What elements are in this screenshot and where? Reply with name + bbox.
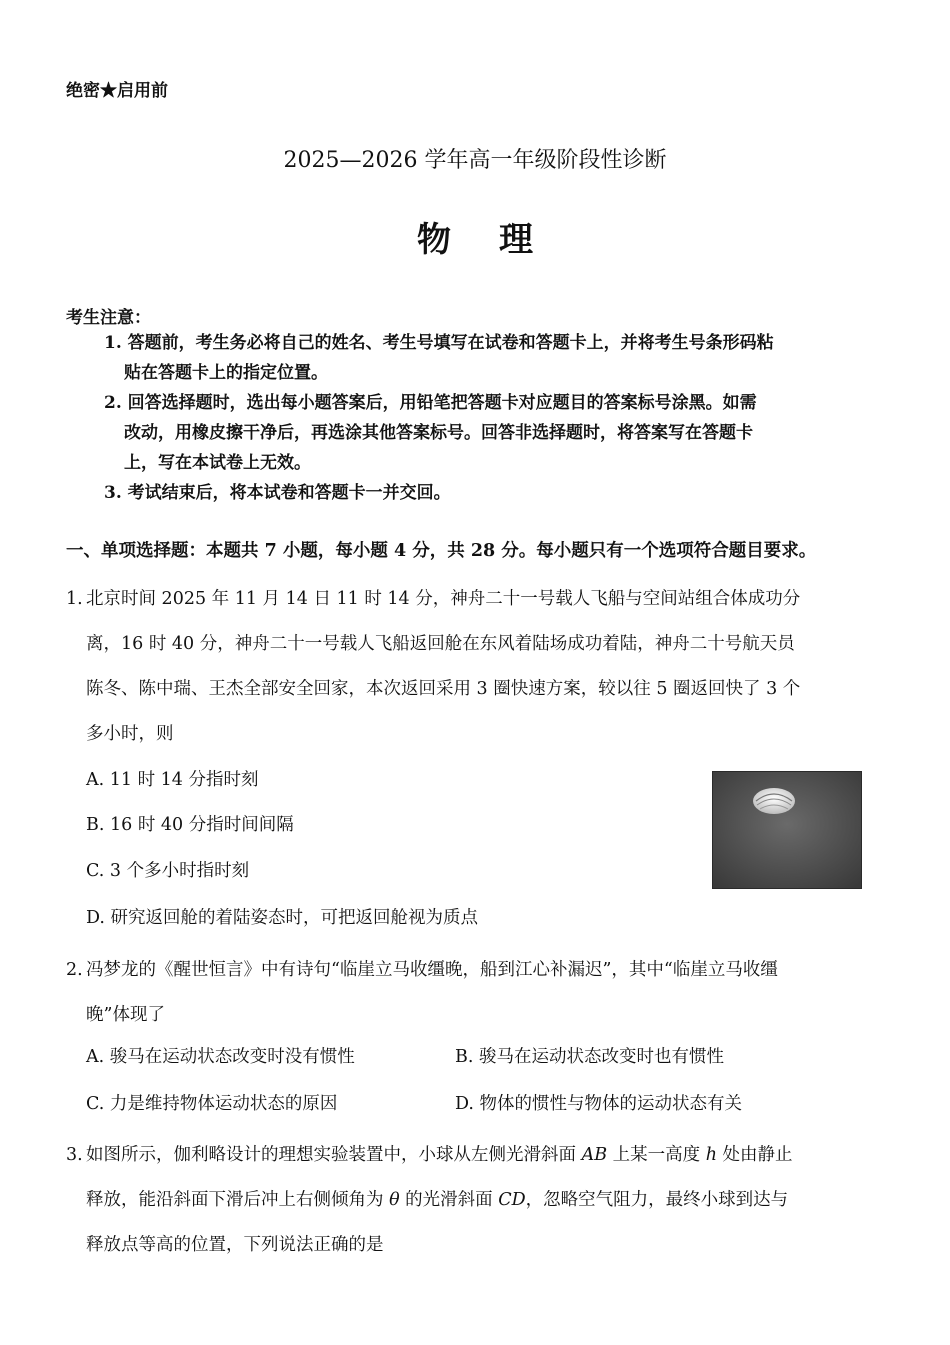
question-1-line3: 陈冬、陈中瑞、王杰全部安全回家，本次返回采用 3 圈快速方案，较以往 5 圈返回快了 3 个 <box>86 679 801 699</box>
exam-title: 2025—2026 学年高一年级阶段性诊断 <box>283 148 667 173</box>
capsule-parachute-shape <box>753 788 795 814</box>
symbol-cd: CD <box>498 1190 526 1210</box>
q2-option-d: D. 物体的惯性与物体的运动状态有关 <box>455 1094 743 1114</box>
symbol-theta: θ <box>389 1190 400 1210</box>
question-1-line4: 多小时，则 <box>86 724 174 744</box>
q2-option-a: A. 骏马在运动状态改变时没有惯性 <box>86 1047 355 1067</box>
notice-item-1-line1: 1. 答题前，考生务必将自己的姓名、考生号填写在试卷和答题卡上，并将考生号条形码粘 <box>104 333 774 353</box>
symbol-ab: AB <box>581 1145 608 1165</box>
q2-option-c: C. 力是维持物体运动状态的原因 <box>86 1094 338 1114</box>
confidential-label: 绝密★启用前 <box>66 81 168 101</box>
question-3-line1b: 上某一高度 <box>607 1145 706 1165</box>
notice-item-2 <box>104 388 864 478</box>
question-2-line2: 晚”体现了 <box>86 1005 165 1025</box>
question-1-line2: 离，16 时 40 分，神舟二十一号载人飞船返回舱在东风着陆场成功着陆，神舟二十号航天员 <box>86 634 795 654</box>
question-1 <box>66 577 862 757</box>
question-2 <box>66 948 862 1038</box>
return-capsule-photo <box>712 771 862 889</box>
question-3 <box>66 1133 862 1268</box>
q1-option-d: D. 研究返回舱的着陆姿态时，可把返回舱视为质点 <box>86 908 479 928</box>
notice-item-3 <box>104 478 864 508</box>
question-3-line2c: ，忽略空气阻力，最终小球到达与 <box>525 1190 789 1210</box>
symbol-h: h <box>705 1145 717 1165</box>
q1-option-c: C. 3 个多小时指时刻 <box>86 861 250 881</box>
notice-title: 考生注意： <box>66 308 151 328</box>
question-1-line1: 北京时间 2025 年 11 月 14 日 11 时 14 分，神舟二十一号载人飞船与空间站组合体成功分 <box>86 589 801 609</box>
q2-option-b: B. 骏马在运动状态改变时也有惯性 <box>455 1047 724 1067</box>
question-3-line1c: 处由静止 <box>716 1145 793 1165</box>
notice-item-2-line2: 改动，用橡皮擦干净后，再选涂其他答案标号。回答非选择题时，将答案写在答题卡 <box>124 423 753 443</box>
question-1-number: 1. <box>66 589 83 609</box>
question-3-line2b: 的光滑斜面 <box>399 1190 499 1210</box>
q1-option-a: A. 11 时 14 分指时刻 <box>86 770 259 790</box>
question-2-number: 2. <box>66 960 83 980</box>
question-3-line1a: 如图所示，伽利略设计的理想实验装置中，小球从左侧光滑斜面 <box>86 1145 582 1165</box>
question-3-line2a: 释放，能沿斜面下滑后冲上右侧倾角为 <box>86 1190 390 1210</box>
notice-item-1-line2: 贴在答题卡上的指定位置。 <box>124 363 328 383</box>
question-3-number: 3. <box>66 1145 83 1165</box>
notice-item-3-line1: 3. 考试结束后，将本试卷和答题卡一并交回。 <box>104 483 451 503</box>
question-3-line3: 释放点等高的位置，下列说法正确的是 <box>86 1235 384 1255</box>
subject-title: 物理 <box>417 220 581 260</box>
question-2-line1: 冯梦龙的《醒世恒言》中有诗句“临崖立马收缰晚，船到江心补漏迟”，其中“临崖立马收缰 <box>86 960 778 980</box>
notice-item-2-line3: 上，写在本试卷上无效。 <box>124 453 311 473</box>
question-3-line2 <box>66 1178 862 1223</box>
notice-item-1 <box>104 328 864 388</box>
q1-option-b: B. 16 时 40 分指时间间隔 <box>86 815 294 835</box>
section-title: 一、单项选择题：本题共 7 小题，每小题 4 分，共 28 分。每小题只有一个选项符合题目要求。 <box>66 541 817 561</box>
notice-item-2-line1: 2. 回答选择题时，选出每小题答案后，用铅笔把答题卡对应题目的答案标号涂黑。如需 <box>104 393 757 413</box>
